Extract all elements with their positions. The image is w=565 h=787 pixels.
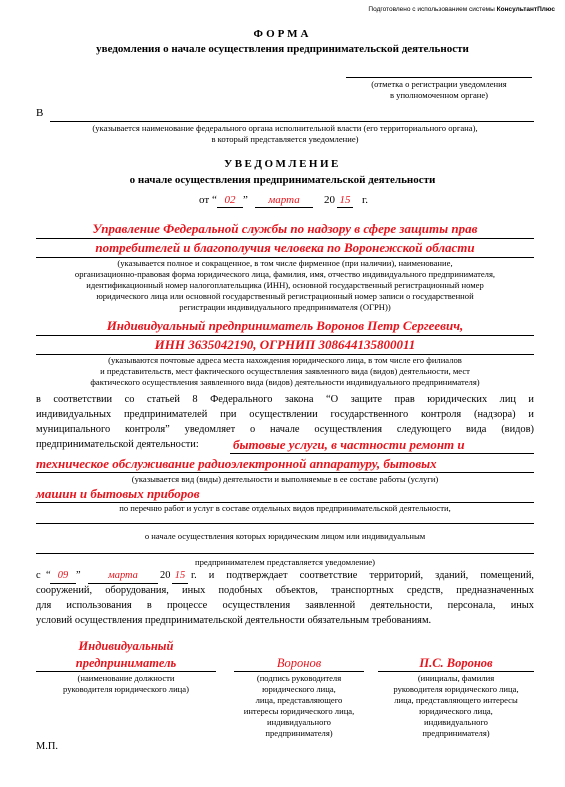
registration-hint-1: (отметка о регистрации уведомления: [371, 79, 507, 89]
from-open-quote: “: [46, 570, 51, 581]
body-line-1: в соответствии со статьей 8 Федерального закона “О защите прав юридических лиц и: [36, 394, 534, 405]
activity-underline-2: [36, 472, 534, 473]
from-year-line: [172, 583, 188, 584]
registration-hint-2: в уполномоченном органе): [389, 90, 489, 100]
from-rest: г. и подтверждает соответствие территорий, зданий, помещений,: [191, 570, 534, 581]
form-title: ФОРМА: [253, 28, 312, 40]
name-value: П.С. Воронов: [419, 656, 493, 670]
position-hint-2: руководителя юридического лица): [63, 684, 189, 694]
stamp-place: М.П.: [36, 741, 58, 752]
name-hint-3: лица, представляющего интересы: [394, 695, 518, 705]
from-close-quote: ”: [76, 570, 81, 581]
notice-title: УВЕДОМЛЕНИЕ: [224, 158, 341, 170]
notice-date-year-end: г.: [362, 194, 369, 206]
addressee-hint-2: в который представляется уведомление): [211, 134, 359, 144]
signature-underline: [234, 671, 364, 672]
notice-date-day: 02: [224, 194, 236, 206]
addressee-line: [50, 121, 534, 122]
notice-date-prefix: от: [199, 194, 210, 206]
name-hint-4: юридического лица,: [419, 706, 493, 716]
position-underline: [36, 671, 216, 672]
organ-line-1: Управление Федеральной службы по надзору в сфере защиты прав: [92, 221, 478, 236]
notice-date-close-quote: ”: [243, 194, 248, 206]
activity-line-1: бытовые услуги, в частности ремонт и: [233, 437, 465, 452]
form-subtitle: уведомления о начале осуществления предпринимательской деятельности: [96, 43, 469, 55]
signature-value: Воронов: [276, 656, 322, 670]
activity-underline-4: [36, 523, 534, 524]
signature-hint-5: индивидуального: [267, 717, 331, 727]
from-prefix: с: [36, 570, 41, 581]
notice-date-month: марта: [268, 194, 300, 206]
name-hint-2: руководителя юридического лица,: [393, 684, 519, 694]
address-hint-3: фактического осуществления заявленного вида (видов) деятельности индивидуального предпринимателя): [90, 377, 480, 387]
signature-hint-3: лица, представляющего: [255, 695, 343, 705]
activity-hint: (указывается вид (виды) деятельности и выполняемые в ее составе работы (услуги): [131, 474, 439, 484]
addressee-prefix: В: [36, 107, 44, 119]
name-underline: [378, 671, 534, 672]
signature-hint-1: (подпись руководителя: [256, 673, 342, 683]
header-note-prefix: Подготовлено с использованием системы: [368, 6, 497, 13]
conformity-line-3: условий осуществления предпринимательской деятельности обязательным требованиям.: [36, 615, 432, 626]
notice-date-year-prefix: 20: [324, 194, 335, 206]
organ-line-2: потребителей и благополучия человека по Воронежской области: [95, 240, 475, 255]
applicant-hint-2: организационно-правовая форма юридического лица, фамилия, имя, отчество индивидуального предпринимателя,: [74, 269, 496, 279]
registration-line: [346, 77, 532, 78]
signature-hint-4: интересы юридического лица,: [243, 706, 355, 716]
applicant-hint-3: идентификационный номер налогоплательщика (ИНН), основной государственный регистрационный номер: [86, 280, 484, 290]
activity-lead: предпринимательской деятельности:: [36, 439, 199, 450]
activity-underline-1: [230, 453, 534, 454]
position-line-1: Индивидуальный: [78, 639, 174, 653]
applicant-hint-4: юридического лица или основной государственный регистрационный номер записи о государственной: [96, 291, 474, 301]
signature-hint-2: юридического лица,: [262, 684, 336, 694]
conformity-line-2: для использования в процессе осуществления заявленной деятельности, персонала, иных: [36, 600, 534, 611]
address-hint-1: (указываются почтовые адреса места нахождения юридического лица, в том числе его филиалов: [108, 355, 462, 365]
activity-list-hint: по перечню работ и услуг в составе отдельных видов предпринимательской деятельности,: [119, 503, 451, 513]
from-day: 09: [57, 570, 69, 581]
notice-date-open-quote: “: [212, 194, 217, 206]
name-hint-1: (инициалы, фамилия: [417, 673, 495, 683]
body-line-3: муниципального контроля” уведомляет о начале осуществления следующего вида (видов): [36, 424, 534, 435]
from-month-line: [88, 583, 158, 584]
notice-year-line: [337, 207, 353, 208]
position-line-2: предприниматель: [75, 656, 177, 670]
organ-underline-1: [36, 238, 534, 239]
address-hint-2: и представительств, мест фактического осуществления заявленного вида (видов) деятельности, мест: [100, 366, 470, 376]
name-hint-5: индивидуального: [424, 717, 488, 727]
addressee-hint-1: (указывается наименование федерального органа исполнительной власти (его территориального органа),: [92, 123, 478, 133]
notice-date-year-suffix: 15: [339, 194, 351, 206]
applicant-underline-1: [36, 335, 534, 336]
applicant-line-1: Индивидуальный предприниматель Воронов Петр Сергеевич,: [106, 318, 464, 333]
notice-month-line: [255, 207, 313, 208]
notice-day-line: [217, 207, 243, 208]
signature-hint-6: предпринимателя): [265, 728, 333, 738]
from-year-suffix: 15: [174, 570, 186, 581]
activity-start-hint-2: предпринимателем представляется уведомление): [194, 557, 376, 567]
applicant-hint-1: (указывается полное и сокращенное, в том числе фирменное (при наличии), наименование,: [117, 258, 453, 268]
from-month: марта: [108, 570, 138, 581]
activity-start-hint: о начале осуществления которых юридическим лицом или индивидуальным: [144, 531, 426, 541]
from-year-prefix: 20: [160, 570, 171, 581]
name-hint-6: предпринимателя): [422, 728, 490, 738]
body-line-2: индивидуальных предпринимателей при осуществлении государственного контроля (надзора) и: [36, 409, 534, 420]
applicant-line-2: ИНН 3635042190, ОГРНИП 308644135800011: [154, 337, 416, 352]
position-hint-1: (наименование должности: [77, 673, 175, 683]
conformity-line-1: сооружений, оборудования, иных подобных объектов, транспортных средств, предназначенных: [36, 585, 534, 596]
applicant-hint-5: регистрации индивидуального предпринимателя (ОГРН)): [179, 302, 391, 312]
header-note-brand: КонсультантПлюс: [496, 6, 555, 13]
notice-subtitle: о начале осуществления предпринимательской деятельности: [129, 174, 436, 186]
activity-line-2: техническое обслуживание радиоэлектронной аппаратуру, бытовых: [36, 456, 437, 471]
activity-underline-5: [36, 553, 534, 554]
activity-line-3: машин и бытовых приборов: [36, 486, 200, 501]
header-note: [368, 6, 555, 13]
from-day-line: [50, 583, 76, 584]
